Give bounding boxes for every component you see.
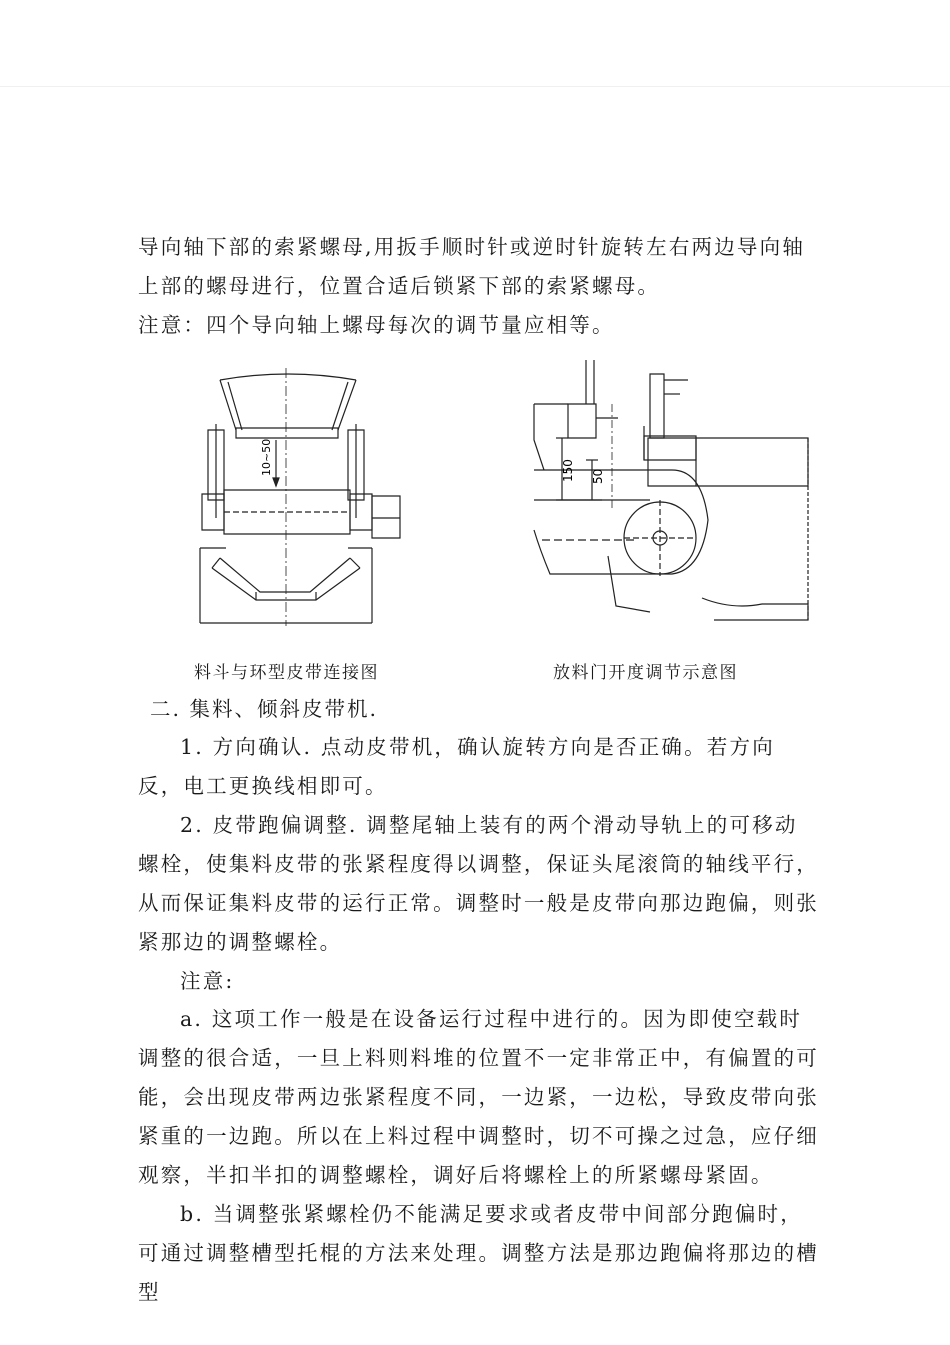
section-heading-collecting-belt: 二. 集料、倾斜皮带机. bbox=[150, 697, 379, 721]
note-item-a: a. 这项工作一般是在设备运行过程中进行的。因为即使空载时调整的很合适，一旦上料则料堆的位置不一定非常正中，有偏置的可能，会出现皮带两边张紧程度不同，一边紧，一边松，导致皮带向张紧重的一边跑。所以在上料过程中调整时，切不可操之过急，应仔细观察，半扣半扣的调整螺栓，调好后将螺栓上的所紧螺母紧固。 bbox=[138, 1007, 819, 1187]
item-direction-check: 1. 方向确认. 点动皮带机，确认旋转方向是否正确。若方向反，电工更换线相即可。 bbox=[138, 735, 775, 798]
hopper-belt-diagram bbox=[198, 368, 410, 630]
item-belt-deviation: 2. 皮带跑偏调整. 调整尾轴上装有的两个滑动导轨上的可移动螺栓，使集料皮带的张紧程度得以调整，保证头尾滚筒的轴线平行，从而保证集料皮带的运行正常。调整时一般是皮带向那边跑偏，则张紧那边的调整螺栓。 bbox=[138, 813, 819, 954]
dimension-label-50: 50 bbox=[591, 468, 605, 484]
note-label: 注意: bbox=[180, 969, 235, 993]
paragraph-guide-shaft: 导向轴下部的索紧螺母,用扳手顺时针或逆时针旋转左右两边导向轴上部的螺母进行，位置合适后锁紧下部的索紧螺母。 bbox=[138, 235, 806, 298]
dimension-label-150: 150 bbox=[561, 459, 575, 482]
dimension-label-10-50: 10~50 bbox=[260, 438, 273, 476]
note-item-b: b. 当调整张紧螺栓仍不能满足要求或者皮带中间部分跑偏时，可通过调整槽型托棍的方法来处理。调整方法是那边跑偏将那边的槽型 bbox=[138, 1202, 819, 1304]
caption-hopper-belt: 料斗与环型皮带连接图 bbox=[194, 663, 379, 683]
discharge-gate-diagram bbox=[532, 360, 810, 628]
note-nut-adjustment: 注意：四个导向轴上螺母每次的调节量应相等。 bbox=[138, 313, 615, 337]
caption-discharge-gate: 放料门开度调节示意图 bbox=[553, 663, 738, 683]
page-top-rule bbox=[0, 86, 950, 87]
